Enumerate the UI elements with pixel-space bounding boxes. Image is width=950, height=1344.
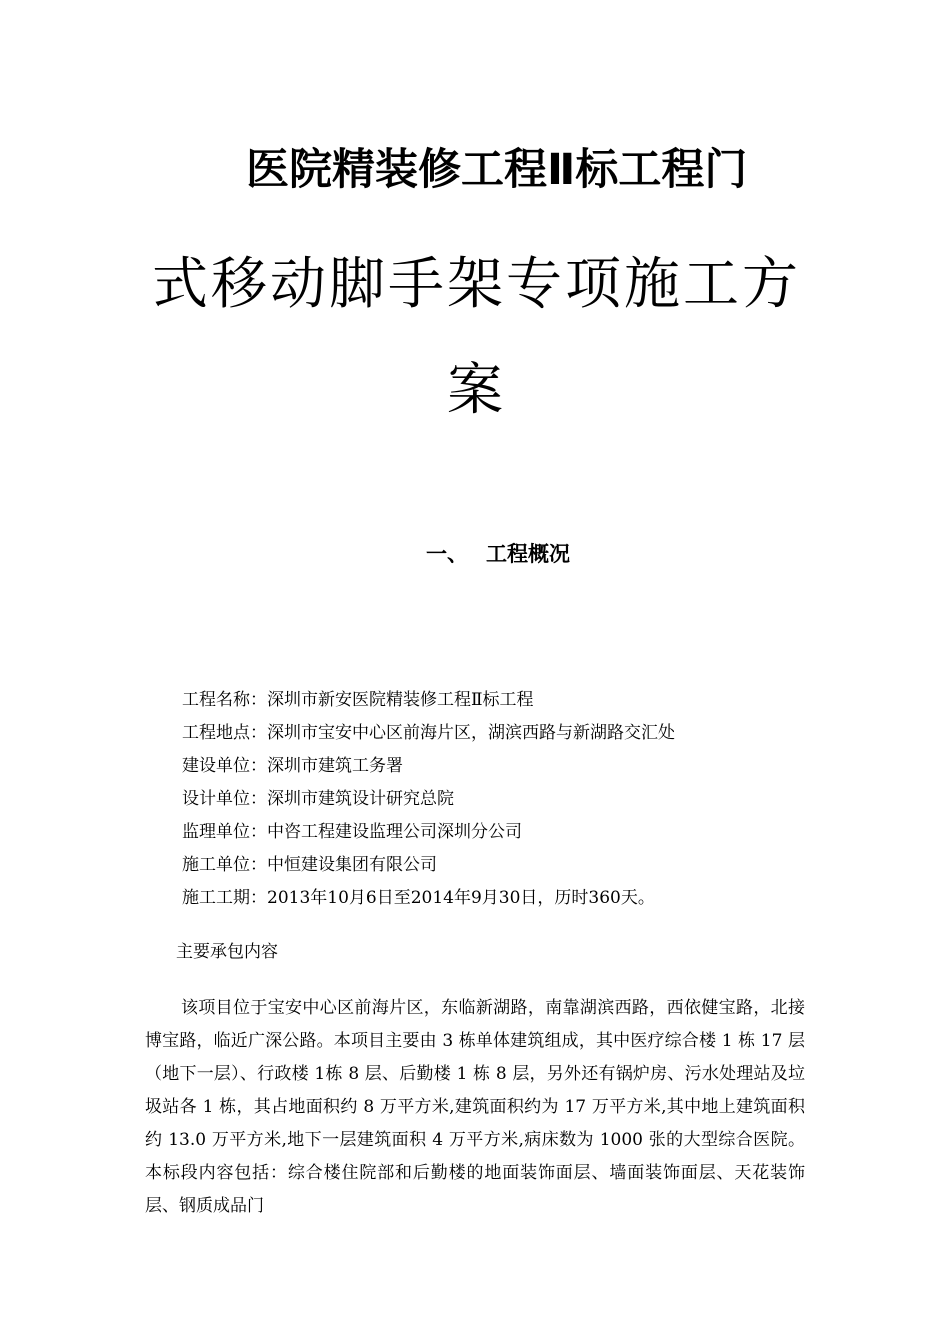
info-owner-unit: 建设单位：深圳市建筑工务署	[182, 756, 403, 776]
section-title: 工程概况	[486, 542, 570, 566]
info-construction-period: 施工工期：2013年10月6日至2014年9月30日，历时360天。	[182, 888, 655, 908]
section-number: 一、	[426, 542, 468, 566]
contract-content-heading: 主要承包内容	[176, 942, 278, 962]
document-title-line-3: 案	[447, 358, 503, 423]
info-project-location: 工程地点：深圳市宝安中心区前海片区，湖滨西路与新湖路交汇处	[182, 723, 675, 743]
info-supervision-unit: 监理单位：中咨工程建设监理公司深圳分公司	[182, 822, 522, 842]
section-heading	[426, 538, 570, 570]
project-description-paragraph: 该项目位于宝安中心区前海片区，东临新湖路，南靠湖滨西路，西依健宝路，北接博宝路，临近广深公路。本项目主要由 3 栋单体建筑组成，其中医疗综合楼 1 栋 17 层（地下一层）、行政楼 1栋 8 层、后勤楼 1 栋 8 层，另外还有锅炉房、污水处理站及垃圾站各 1 栋，其占地面积约 8 万平方米,建筑面积约为 17 万平方米,其中地上建筑面积约 13.0 万平方米,地下一层建筑面积 4 万平方米,病床数为 1000 张的大型综合医院。本标段内容包括：综合楼住院部和后勤楼的地面装饰面层、墙面装饰面层、天花装饰层、钢质成品门	[145, 998, 805, 1216]
info-construction-unit: 施工单位：中恒建设集团有限公司	[182, 855, 437, 875]
document-title-line-2: 式移动脚手架专项施工方	[152, 252, 801, 317]
info-design-unit: 设计单位：深圳市建筑设计研究总院	[182, 789, 454, 809]
info-project-name: 工程名称：深圳市新安医院精装修工程Ⅱ标工程	[182, 690, 534, 710]
document-title-line-1: 医院精装修工程Ⅱ标工程门	[246, 145, 748, 195]
project-info-list	[182, 684, 675, 915]
